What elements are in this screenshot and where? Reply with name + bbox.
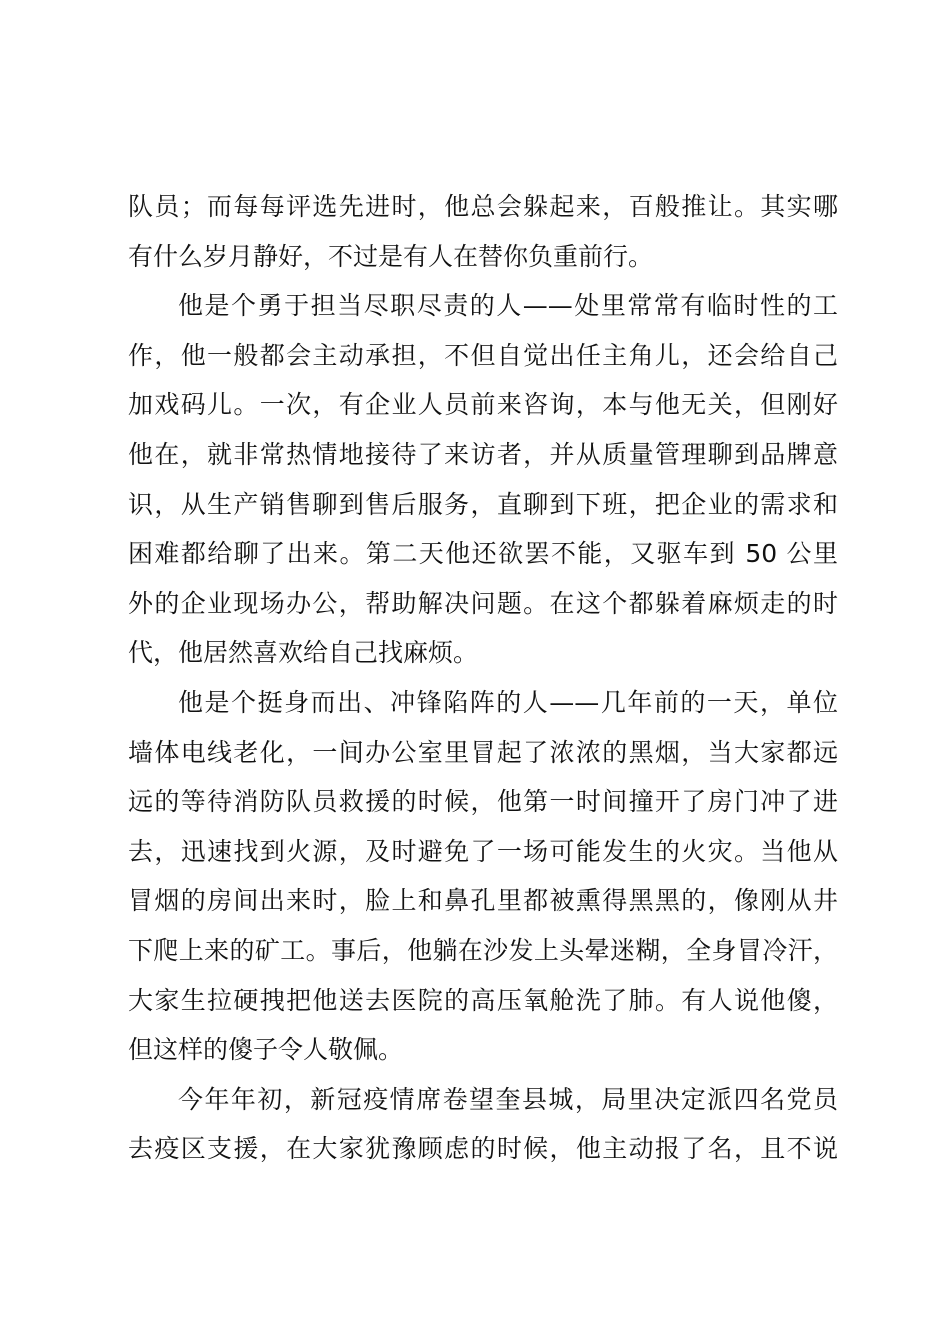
text-line: 识，从生产销售聊到售后服务，直聊到下班，把企业的需求和 — [128, 489, 838, 519]
text-line: 下爬上来的矿工。事后，他躺在沙发上头晕迷糊，全身冒冷汗， — [128, 935, 838, 965]
paragraph-4 — [128, 1075, 838, 1174]
paragraph-1 — [128, 182, 838, 281]
document-body — [128, 182, 838, 1174]
text-line: 去，迅速找到火源，及时避免了一场可能发生的火灾。当他从 — [128, 836, 838, 866]
text-line: 有什么岁月静好，不过是有人在替你负重前行。 — [128, 241, 654, 271]
paragraph-2 — [128, 281, 838, 678]
text-line: 困难都给聊了出来。第二天他还欲罢不能，又驱车到 50 公里 — [128, 539, 838, 569]
text-line: 加戏码儿。一次，有企业人员前来咨询，本与他无关，但刚好 — [128, 390, 838, 420]
text-line: 去疫区支援，在大家犹豫顾虑的时候，他主动报了名，且不说 — [128, 1134, 838, 1164]
text-line: 墙体电线老化，一间办公室里冒起了浓浓的黑烟，当大家都远 — [128, 737, 838, 767]
text-line: 作，他一般都会主动承担，不但自觉出任主角儿，还会给自己 — [128, 340, 838, 370]
text-line: 代，他居然喜欢给自己找麻烦。 — [128, 638, 479, 668]
paragraph-3 — [128, 678, 838, 1075]
text-line: 他是个挺身而出、冲锋陷阵的人——几年前的一天，单位 — [178, 687, 838, 717]
text-line: 远的等待消防队员救援的时候，他第一时间撞开了房门冲了进 — [128, 787, 838, 817]
text-line: 今年年初，新冠疫情席卷望奎县城，局里决定派四名党员 — [178, 1084, 838, 1114]
text-line: 队员；而每每评选先进时，他总会躲起来，百般推让。其实哪 — [128, 192, 838, 221]
text-line: 外的企业现场办公，帮助解决问题。在这个都躲着麻烦走的时 — [128, 588, 838, 618]
text-line: 冒烟的房间出来时，脸上和鼻孔里都被熏得黑黑的，像刚从井 — [128, 886, 838, 916]
text-line: 但这样的傻子令人敬佩。 — [128, 1035, 404, 1065]
text-line: 大家生拉硬拽把他送去医院的高压氧舱洗了肺。有人说他傻， — [128, 985, 838, 1015]
text-line: 他是个勇于担当尽职尽责的人——处里常常有临时性的工 — [178, 291, 838, 321]
text-line: 他在，就非常热情地接待了来访者，并从质量管理聊到品牌意 — [128, 439, 838, 469]
